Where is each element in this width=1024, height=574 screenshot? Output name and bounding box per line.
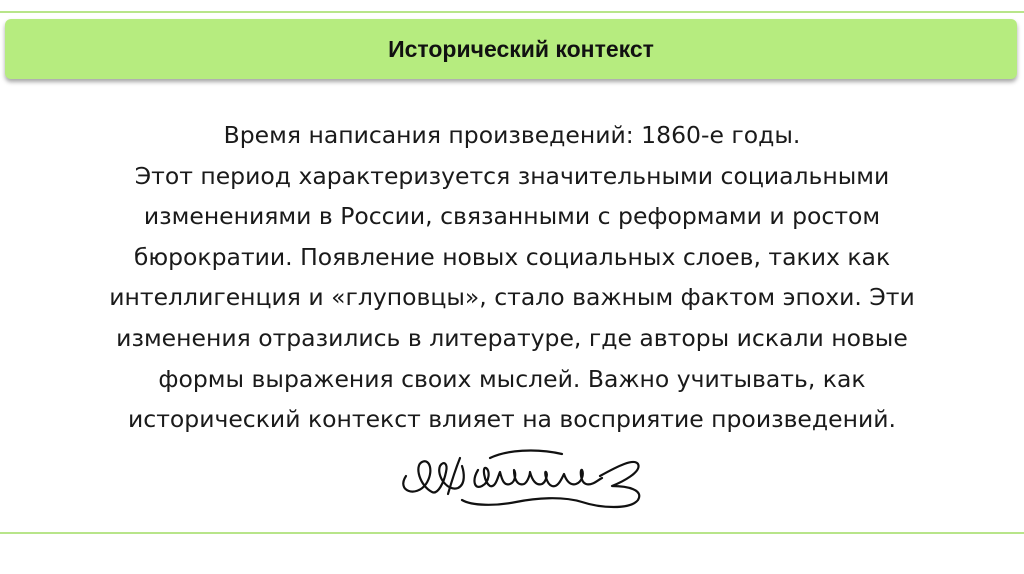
body-line: исторический контекст влияет на восприятие произведений. (128, 405, 896, 434)
body-line: изменения отразились в литературе, где авторы искали новые (116, 323, 908, 352)
body-line: интеллигенция и «глуповцы», стало важным фактом эпохи. Эти (109, 283, 915, 312)
slide-title: Исторический контекст (388, 35, 654, 62)
body-paragraph (40, 115, 984, 440)
body-line: Этот период характеризуется значительными социальными (134, 161, 890, 190)
body-line: изменениями в России, связанными с реформами и ростом (143, 202, 881, 231)
bottom-divider (0, 532, 1024, 534)
top-divider (0, 11, 1024, 13)
body-line: формы выражения своих мыслей. Важно учитывать, как (158, 364, 866, 393)
handwritten-signature (386, 436, 666, 516)
title-bar (5, 19, 1017, 79)
body-line: бюрократии. Появление новых социальных слоев, таких как (133, 242, 891, 271)
body-line: Время написания произведений: 1860-е годы. (223, 121, 801, 149)
